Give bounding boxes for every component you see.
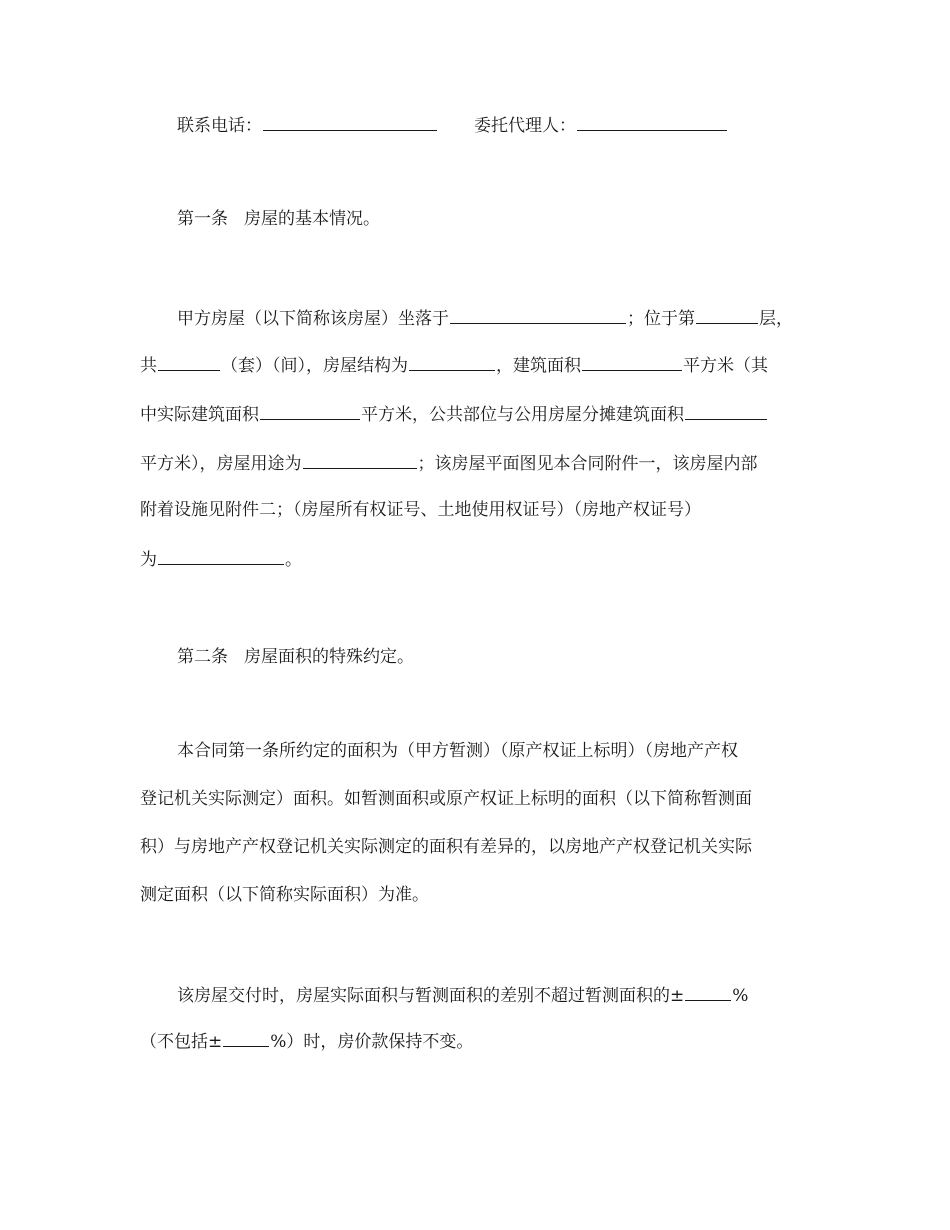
floor-blank[interactable]: [696, 306, 758, 324]
tolerance-blank[interactable]: [685, 983, 731, 1001]
text-segment: ，建筑面积: [496, 356, 581, 376]
text-segment: 平方米，公共部位与公用房屋分摊建筑面积: [361, 405, 684, 425]
article1-number: 第一条: [177, 209, 228, 229]
contact-line: [177, 113, 857, 138]
text-segment: 共: [140, 356, 157, 376]
total-floors-blank[interactable]: [158, 353, 220, 371]
article2-p1-line1: [177, 739, 857, 763]
location-blank[interactable]: [450, 306, 626, 324]
text-segment: %）时，房价款保持不变。: [270, 1032, 474, 1052]
article1-line5: [140, 498, 820, 522]
text-segment: 为: [140, 550, 157, 570]
text-segment: %: [732, 986, 749, 1006]
article1-line6: [140, 547, 820, 572]
agent-blank[interactable]: [577, 113, 727, 131]
article1-line2: [140, 353, 820, 378]
article1-heading: [177, 207, 857, 231]
text-segment: 测定面积（以下简称实际面积）为准。: [140, 885, 429, 905]
article2-p2-line1: [177, 983, 857, 1008]
text-segment: 本合同第一条所约定的面积为（甲方暂测）（原产权证上标明）（房地产产权: [177, 741, 738, 761]
article2-title: 房屋面积的特殊约定。: [244, 647, 414, 667]
text-segment: 甲方房屋（以下简称该房屋）坐落于: [177, 309, 449, 329]
article2-p1-line4: [140, 883, 820, 907]
shared-area-blank[interactable]: [685, 402, 767, 420]
text-segment: 积）与房地产产权登记机关实际测定的面积有差异的，以房地产产权登记机关实际: [140, 837, 752, 857]
building-area-blank[interactable]: [582, 353, 682, 371]
certificate-number-blank[interactable]: [158, 547, 284, 565]
text-segment: 附着设施见附件二；（房屋所有权证号、土地使用权证号）（房地产权证号）: [140, 500, 701, 520]
article2-p1-line3: [140, 835, 820, 859]
agent-label: 委托代理人：: [474, 116, 576, 136]
article2-number: 第二条: [177, 647, 228, 667]
article1-line4: [140, 451, 820, 476]
phone-label: 联系电话：: [177, 116, 262, 136]
article2-p1-line2: [140, 787, 820, 811]
article1-line3: [140, 402, 820, 427]
text-segment: 中实际建筑面积: [140, 405, 259, 425]
tolerance-exclusive-blank[interactable]: [223, 1029, 269, 1047]
text-segment: 登记机关实际测定）面积。如暂测面积或原产权证上标明的面积（以下简称暂测面: [140, 789, 752, 809]
text-segment: 平方米（其: [683, 356, 768, 376]
text-segment: ；该房屋平面图见本合同附件一，该房屋内部: [417, 454, 758, 474]
article1-line1: [177, 306, 857, 331]
text-segment: （不包括±: [140, 1032, 223, 1052]
text-segment: 该房屋交付时，房屋实际面积与暂测面积的差别不超过暂测面积的±: [177, 986, 685, 1006]
text-segment: 平方米），房屋用途为: [140, 454, 302, 474]
text-segment: （套）（间），房屋结构为: [221, 356, 408, 376]
article1-title: 房屋的基本情况。: [244, 209, 380, 229]
article2-p2-line2: [140, 1029, 820, 1054]
text-segment: 。: [285, 550, 302, 570]
usage-blank[interactable]: [303, 451, 417, 469]
text-segment: ；位于第: [627, 309, 695, 329]
phone-blank[interactable]: [263, 113, 437, 131]
structure-blank[interactable]: [409, 353, 495, 371]
actual-area-blank[interactable]: [260, 402, 360, 420]
text-segment: 层，: [759, 309, 793, 329]
article2-heading: [177, 645, 857, 669]
